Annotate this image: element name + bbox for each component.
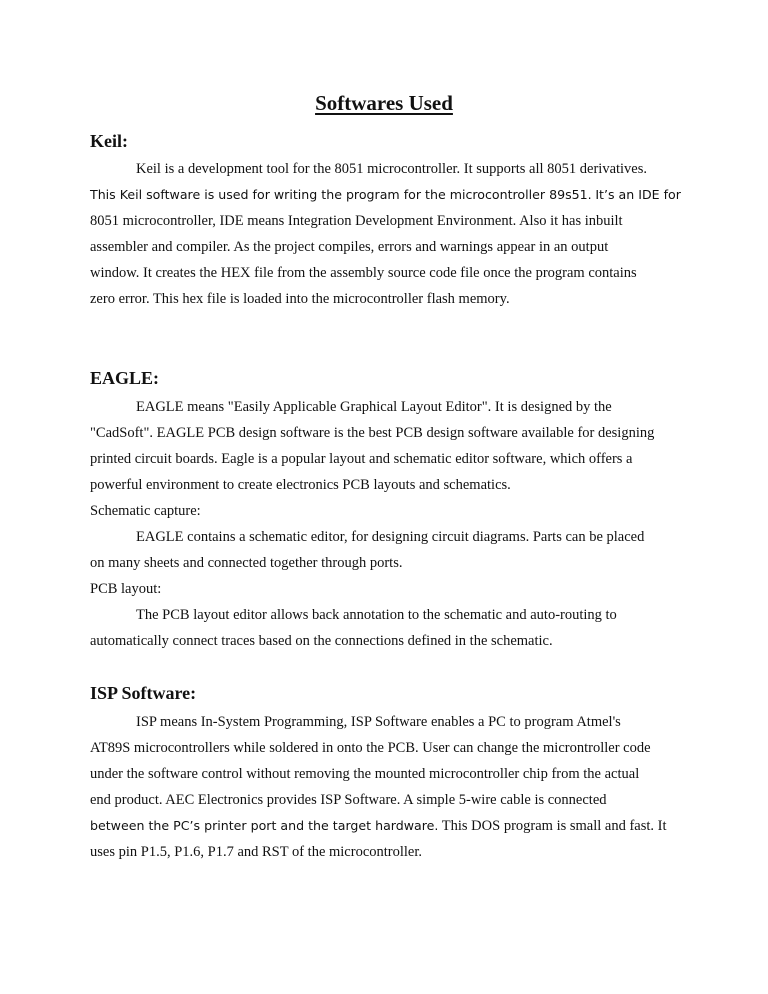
page-title-text: Softwares Used <box>315 91 453 115</box>
pcb-paragraph-line: The PCB layout editor allows back annotation to the schematic and auto-routing to <box>136 607 617 623</box>
schematic-capture-label: Schematic capture: <box>90 503 201 519</box>
schematic-paragraph-line: EAGLE contains a schematic editor, for designing circuit diagrams. Parts can be placed <box>136 529 645 545</box>
page-title <box>0 88 768 118</box>
eagle-paragraph-line: powerful environment to create electronics PCB layouts and schematics. <box>90 477 511 493</box>
isp-text-segment: This DOS program is small and fast. It <box>441 818 667 834</box>
keil-paragraph-line: assembler and compiler. As the project compiles, errors and warnings appear in an output <box>90 239 609 255</box>
eagle-paragraph-line: "CadSoft". EAGLE PCB design software is the best PCB design software available for designing <box>90 425 655 441</box>
pcb-layout-label: PCB layout: <box>90 581 162 597</box>
isp-paragraph-line: uses pin P1.5, P1.6, P1.7 and RST of the microcontroller. <box>90 844 423 860</box>
schematic-paragraph-line: on many sheets and connected together through ports. <box>90 555 403 571</box>
keil-paragraph-line <box>90 185 681 205</box>
isp-paragraph-line: under the software control without removing the mounted microcontroller chip from the actual <box>90 766 640 782</box>
keil-heading: Keil: <box>90 131 128 151</box>
isp-paragraph-line: AT89S microcontrollers while soldered in onto the PCB. User can change the microntroller code <box>90 740 651 756</box>
isp-paragraph-line: end product. AEC Electronics provides ISP Software. A simple 5-wire cable is connected <box>90 792 607 808</box>
keil-text-segment: This Keil software is used for writing the program for the microcontroller 89s51. <box>90 187 592 202</box>
pcb-paragraph-line: automatically connect traces based on the connections defined in the schematic. <box>90 633 553 649</box>
keil-text-segment: It’s an IDE for <box>595 187 681 202</box>
isp-heading: ISP Software: <box>90 683 197 703</box>
eagle-paragraph-line: printed circuit boards. Eagle is a popular layout and schematic editor software, which offers a <box>90 451 633 467</box>
isp-paragraph-line: ISP means In-System Programming, ISP Software enables a PC to program Atmel's <box>136 714 621 730</box>
isp-text-segment: between the PC’s printer port and the target hardware. <box>90 818 439 833</box>
keil-paragraph-line: Keil is a development tool for the 8051 microcontroller. It supports all 8051 derivatives. <box>136 161 648 177</box>
keil-paragraph-line: zero error. This hex file is loaded into the microcontroller flash memory. <box>90 291 510 307</box>
keil-paragraph-line: 8051 microcontroller, IDE means Integration Development Environment. Also it has inbuilt <box>90 213 623 229</box>
keil-paragraph-line: window. It creates the HEX file from the assembly source code file once the program contains <box>90 265 637 281</box>
eagle-heading: EAGLE: <box>90 368 160 388</box>
isp-paragraph-line <box>90 816 667 836</box>
eagle-paragraph-line: EAGLE means "Easily Applicable Graphical Layout Editor". It is designed by the <box>136 399 612 415</box>
